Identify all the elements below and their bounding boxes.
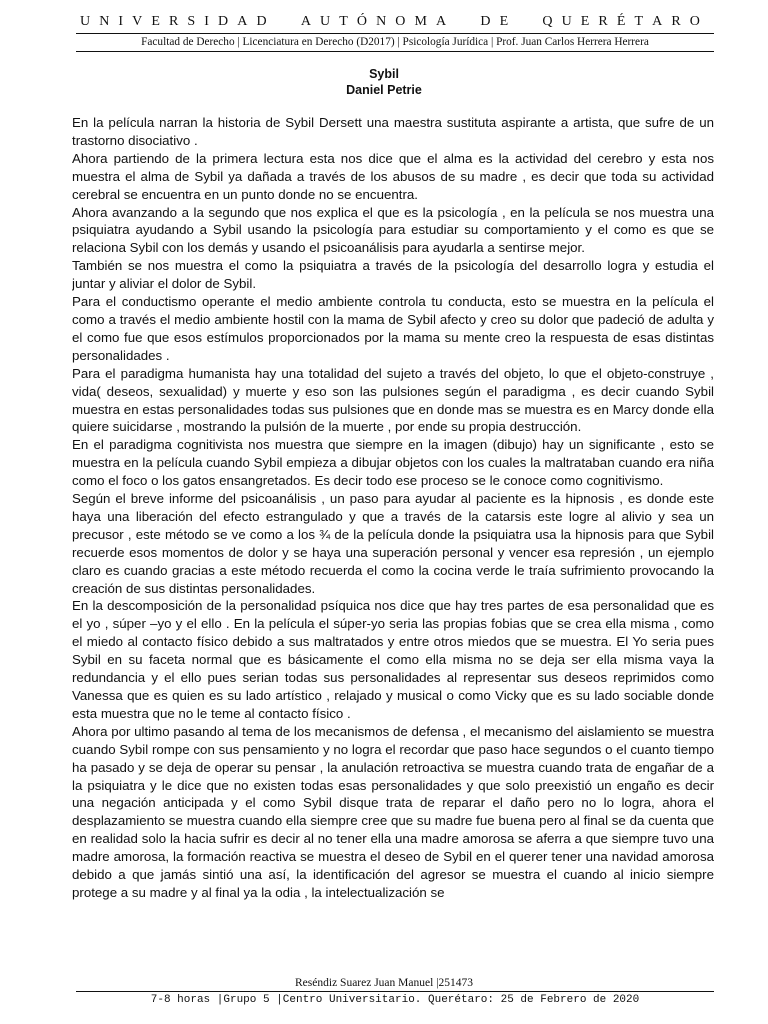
paragraph: Ahora por ultimo pasando al tema de los mecanismos de defensa , el mecanismo del aislamiento se muestra cuando Sybil rompe con sus pensamiento y no logra el recordar que paso hace segundos o el cuanto tiempo ha pasado y se deja de operar su pensar , la anulación retroactiva se muestra cuando trata de engañar de a la psiquiatra y le dice que no existen todas esas personalidades y que solo preexistió un engaño es decir una negación anticipada y el como Sybil disque trata de reparar el daño pero no lo logra, ahora el desplazamiento se muestra cuando ella siempre cree que su madre fue buena pero al final se da cuenta que en realidad solo la hacia sufrir es decir al no tener ella una madre amorosa se aferra a que siempre tuvo una madre amorosa, la formación reactiva se muestra el deseo de Sybil en el querer tener una navidad amorosa debido a que jamás sintió una así, la identificación del agresor se muestra el cuando al inicio siempre protege a su madre y al final ya la odia , la intelectualización se (72, 723, 714, 900)
paragraph: En la descomposición de la personalidad psíquica nos dice que hay tres partes de esa personalidad que es el yo , súper –yo y el ello . En la película el súper-yo seria las propias fobias que se crea ella misma , como el miedo al contacto físico debido a sus maltratados y entre otros miedos que se muestra. El Yo seria pues Sybil en su faceta normal que es básicamente el como ella misma no se deja ser ella misma vaya la redundancia y el ello pues serian todas sus personalidades al representar sus deseos reprimidos como Vanessa que es quien es su lado artístico , relajado y musical o como Vicky que es su lado sociable donde esta muestra que no le teme al contacto físico . (72, 598, 714, 721)
university-letter: N (99, 14, 110, 29)
header-rule (76, 33, 714, 34)
document-subtitle: Daniel Petrie (346, 83, 422, 97)
paragraph: Para el conductismo operante el medio ambiente controla tu conducta, esto se muestra en la película el como a través el medio ambiente hostil con la mama de Sybil afecto y creo su dolor que padeció de adulta y el como fue que esos estímulos proporcionados por la mama su mente creo la respuesta de esas distintas personalidades . (72, 294, 714, 363)
paragraph: Ahora partiendo de la primera lectura esta nos dice que el alma es la actividad del cerebro y esta nos muestra el alma de Sybil ya dañada a través de los abusos de su madre , es decir que toda su actividad cerebral se encuentra en un punto donde no se encuentra. (72, 150, 714, 202)
university-letter: E (499, 14, 509, 29)
university-letter: D (480, 14, 491, 29)
university-letter (517, 14, 521, 30)
university-letter: R (598, 14, 608, 29)
footer-line: 7-8 horas |Grupo 5 |Centro Universitario. Querétaro: 25 de Febrero de 2020 (150, 994, 640, 1006)
university-letter: R (169, 14, 179, 29)
university-letter: O (689, 14, 700, 29)
title-block (0, 66, 768, 98)
university-letter: N (376, 14, 387, 29)
university-letter: I (118, 14, 124, 29)
paragraph: En la película narran la historia de Sybil Dersett una maestra sustituta aspirante a artista, que sufre de un trastorno disociativo . (72, 115, 714, 148)
university-letter: E (580, 14, 590, 29)
university-letter: D (256, 14, 267, 29)
university-letter (468, 14, 472, 30)
university-letter (530, 14, 534, 30)
footer-rule (76, 991, 714, 992)
paragraph: También se nos muestra el como la psiquiatra a través de la psicología del desarrollo logra y estudia el juntar y aliviar el dolor de Sybil. (72, 258, 714, 292)
author-line: Reséndiz Suarez Juan Manuel |251473 (295, 977, 473, 989)
university-letter: U (320, 14, 331, 29)
university-letter: T (634, 14, 644, 29)
faculty-line: Facultad de Derecho | Licenciatura en Derecho (D2017) | Psicología Jurídica | Prof. Juan Carlos Herrera Herrera (141, 36, 649, 48)
header-rule-bottom (76, 51, 714, 52)
university-letter: Ó (356, 14, 367, 29)
paragraph: Según el breve informe del psicoanálisis , un paso para ayudar al paciente es la hipnosis , es donde este haya una liberación del efecto estrangulado y que a través de la catarsis este logre al alivio y sea un precusor , este método se ve como a los ¾ de la película donde la psiquiatra usa la hipnosis para que Sybil recuerde esos momentos de dolor y se haya una superación personal y vencer esa represión , un ejemplo claro es cuando gracias a este método recuerda el como la cocina verde le traía sufrimiento provocando la creación de sus distintas personalidades. (72, 491, 714, 596)
paragraph: Para el paradigma humanista hay una totalidad del sujeto a través del objeto, lo que el objeto-construye , vida( deseos, sexualidad) y muerte y eso son las pulsiones según el paradigma , es decir cuando Sybil muestra en estas personalidades todas sus pulsiones que en donde mas se muestra es en Marcy donde ella quiere suicidarse , mostrando la pulsión de la muerte , por ende su propia destrucción. (72, 365, 714, 435)
university-letter: U (561, 14, 572, 29)
body-text (72, 114, 714, 957)
university-letter: É (616, 14, 626, 29)
university-letter: A (237, 14, 248, 29)
university-letter (276, 14, 280, 30)
university-letter (455, 14, 459, 30)
university-letter: E (151, 14, 160, 29)
university-letter: V (132, 14, 143, 29)
university-letter: A (300, 14, 311, 29)
document-title: Sybil (369, 67, 399, 81)
university-letter: M (414, 14, 427, 29)
paragraph: En el paradigma cognitivista nos muestra que siempre en la imagen (dibujo) hay un significante , esto se muestra en la película cuando Sybil empieza a dibujar objetos con los cuales la maltrataban cuando era niña como el foco o los gatos ensangretados. Es decir todo ese proceso se le conoce como cognitivismo. (72, 437, 714, 489)
university-header (80, 14, 700, 30)
university-letter: Q (542, 14, 553, 29)
paragraph: Ahora avanzando a la segundo que nos explica el que es la psicología , en la película se nos muestra una psiquiatra ayudando a Sybil usando la psicología para estudiar su comportamiento y el como es que se relaciona Sybil con los demás y usando el psicoanálisis para ayudarla a sentirse mejor. (72, 204, 714, 256)
university-letter: T (339, 14, 348, 29)
university-letter: I (204, 14, 209, 29)
university-letter: R (671, 14, 681, 29)
university-letter: O (395, 14, 406, 29)
university-letter: A (436, 14, 447, 29)
university-letter (288, 14, 292, 30)
university-letter: S (187, 14, 196, 29)
university-letter: A (652, 14, 663, 29)
university-letter: U (80, 14, 91, 29)
university-letter: D (218, 14, 229, 29)
